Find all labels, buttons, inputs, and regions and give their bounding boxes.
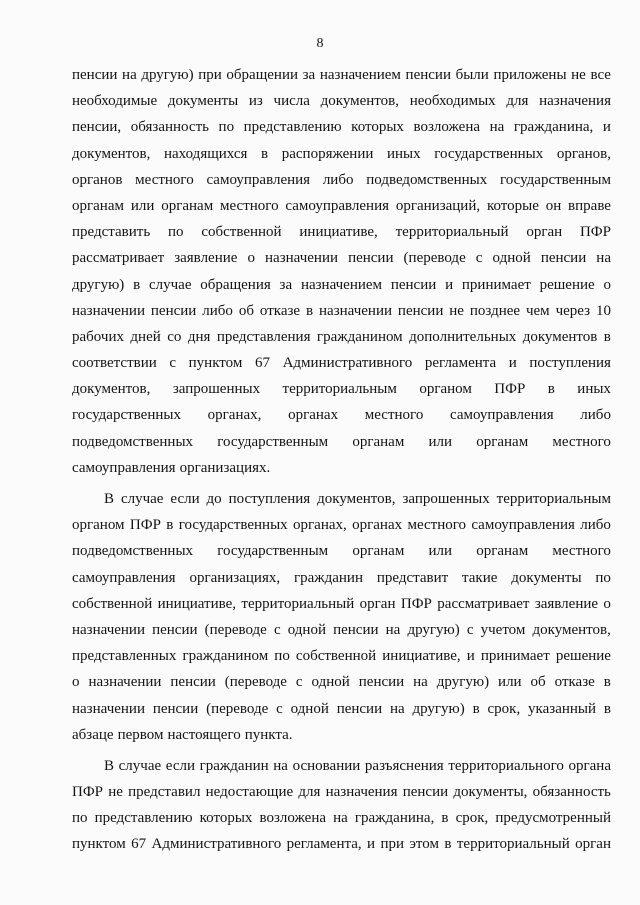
text-line: о назначении пенсии (переводе с одной пенсии на другую) или об отказе в [72,674,611,691]
text-line: другую) в случае обращения за назначением пенсии и принимает решение о [72,276,611,293]
text-line: В случае если гражданин на основании разъяснения территориального органа [104,757,611,774]
text-line: представить по собственной инициативе, территориальный орган ПФР [72,224,611,241]
text-line: пенсии на другую) при обращении за назначением пенсии были приложены не все [72,67,611,83]
text-line: пенсии, обязанность по представлению которых возложена на гражданина, и [72,119,611,136]
text-line: соответствии с пунктом 67 Административного регламента и поступления [72,355,611,372]
paragraph [72,486,611,748]
text-line: представленных гражданином по собственной инициативе, и принимает решение [72,648,611,665]
text-line: государственных органах, органах местного самоуправления либо [72,407,611,424]
text-line: по представлению которых возложена на гражданина, в срок, предусмотренный [72,810,611,827]
text-line: самоуправления организациях, гражданин представит такие документы по [72,569,611,586]
text-line: пунктом 67 Административного регламента, и при этом в территориальный орган [72,836,611,853]
body-text [72,62,611,858]
text-line: документов, запрошенных территориальным органом ПФР в иных [72,381,611,398]
text-line: В случае если до поступления документов, запрошенных территориальным [104,491,611,507]
text-line: собственной инициативе, территориальный орган ПФР рассматривает заявление о [72,595,611,612]
text-line: ПФР не представил недостающие для назначения пенсии документы, обязанность [72,784,611,801]
text-line: необходимые документы из числа документов, необходимых для назначения [72,93,611,110]
text-line: органам или органам местного самоуправления организаций, которые он вправе [72,197,611,214]
text-line: назначении пенсии либо об отказе в назначении пенсии не позднее чем через 10 [72,302,611,319]
text-line: подведомственных государственным органам или органам местного [72,433,611,450]
text-line: органов местного самоуправления либо подведомственных государственным [72,171,611,188]
text-line: назначении пенсии (переводе с одной пенсии на другую) в срок, указанный в [72,700,611,717]
text-line: документов, находящихся в распоряжении иных государственных органов, [72,145,611,162]
text-line: рабочих дней со дня представления гражданином дополнительных документов в [72,328,611,345]
text-line: рассматривает заявление о назначении пенсии (переводе с одной пенсии на [72,250,611,267]
text-line: самоуправления организациях. [72,459,271,476]
paragraph [72,753,611,858]
page-number: 8 [316,36,324,51]
text-line: органом ПФР в государственных органах, органах местного самоуправления либо [72,517,611,534]
text-line: подведомственных государственным органам или органам местного [72,543,611,560]
text-line: назначении пенсии (переводе с одной пенсии на другую) с учетом документов, [72,621,611,638]
text-line: абзаце первом настоящего пункта. [72,726,293,743]
paragraph [72,62,611,481]
